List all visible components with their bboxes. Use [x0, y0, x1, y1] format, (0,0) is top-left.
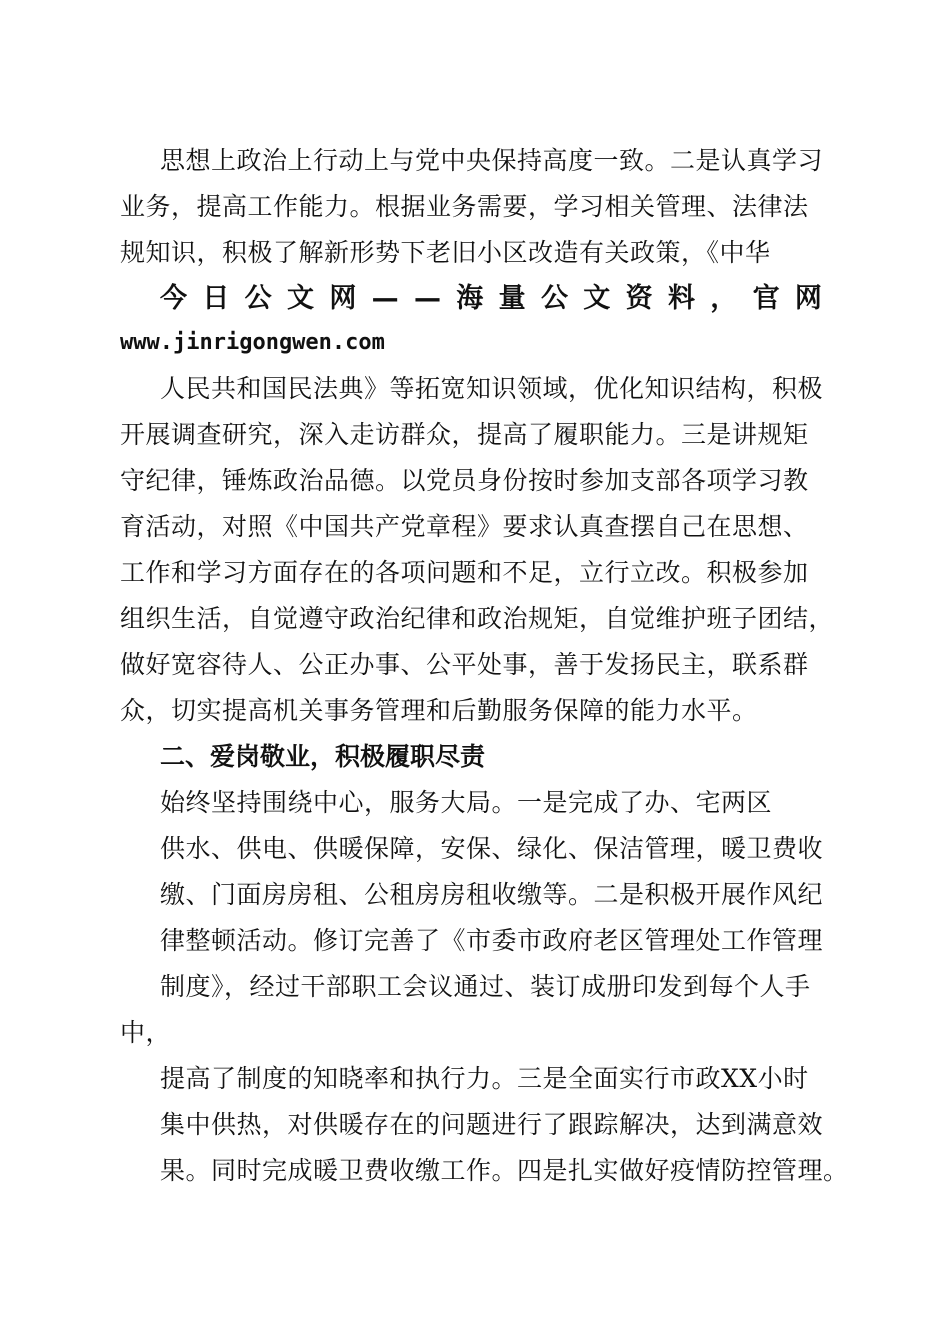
banner-char: 文 [583, 283, 611, 314]
banner-char: 日 [202, 283, 230, 314]
banner-char: — [371, 283, 399, 314]
paragraph-4-line-3: 果。同时完成暖卫费收缴工作。四是扎实做好疫情防控管理。 [160, 1156, 849, 1185]
paragraph-2-line-6: 组织生活，自觉遵守政治纪律和政治规矩，自觉维护班子团结， [120, 604, 835, 633]
paragraph-2-line-1: 人民共和国民法典》等拓宽知识领域，优化知识结构，积极 [160, 374, 824, 403]
banner-char: ， [710, 283, 738, 314]
paragraph-2-line-3: 守纪律，锤炼政治品德。以党员身份按时参加支部各项学习教 [120, 466, 809, 495]
section-heading: 二、爱岗敬业，积极履职尽责 [160, 742, 486, 771]
banner-char: 文 [286, 283, 314, 314]
paragraph-4-line-1: 提高了制度的知晓率和执行力。三是全面实行市政XX小时 [160, 1064, 809, 1093]
paragraph-3-line-3: 缴、门面房房租、公租房房租收缴等。二是积极开展作风纪 [160, 880, 824, 909]
paragraph-1-line-3: 规知识，积极了解新形势下老旧小区改造有关政策，《中华 [120, 238, 771, 267]
paragraph-3-line-1: 始终坚持围绕中心，服务大局。一是完成了办、宅两区 [160, 788, 773, 817]
banner-char: 量 [498, 283, 526, 314]
paragraph-2-line-8: 众，切实提高机关事务管理和后勤服务保障的能力水平。 [120, 696, 758, 725]
watermark-url[interactable]: www.jinrigongwen.com [120, 330, 385, 355]
paragraph-1-line-2: 业务，提高工作能力。根据业务需要，学习相关管理、法律法 [120, 192, 809, 221]
banner-char: 海 [456, 283, 484, 314]
paragraph-4-line-2: 集中供热，对供暖存在的问题进行了跟踪解决，达到满意效 [160, 1110, 824, 1139]
paragraph-2-line-5: 工作和学习方面存在的各项问题和不足，立行立改。积极参加 [120, 558, 809, 587]
banner-char: 料 [667, 283, 695, 314]
paragraph-3-line-5: 制度》，经过干部职工会议通过、装订成册印发到每个人手 [160, 972, 811, 1001]
paragraph-3-line-6: 中， [120, 1018, 172, 1047]
paragraph-3-line-4: 律整顿活动。修订完善了《市委市政府老区管理处工作管理 [160, 926, 824, 955]
banner-char: 公 [244, 283, 272, 314]
banner-char: 网 [329, 283, 357, 314]
paragraph-2-line-7: 做好宽容待人、公正办事、公平处事，善于发扬民主，联系群 [120, 650, 809, 679]
paragraph-3-line-2: 供水、供电、供暖保障，安保、绿化、保洁管理，暖卫费收 [160, 834, 824, 863]
banner-char: 公 [540, 283, 568, 314]
paragraph-1-line-1: 思想上政治上行动上与党中央保持高度一致。二是认真学习 [160, 146, 824, 175]
banner-char: — [413, 283, 441, 314]
banner-char: 资 [625, 283, 653, 314]
banner-char: 今 [160, 283, 187, 314]
banner-char: 官 [752, 283, 780, 314]
banner-char: 网 [794, 283, 822, 314]
paragraph-2-line-2: 开展调查研究，深入走访群众，提高了履职能力。三是讲规矩 [120, 420, 809, 449]
paragraph-2-line-4: 育活动，对照《中国共产党章程》要求认真查摆自己在思想、 [120, 512, 809, 541]
watermark-banner [160, 282, 822, 316]
